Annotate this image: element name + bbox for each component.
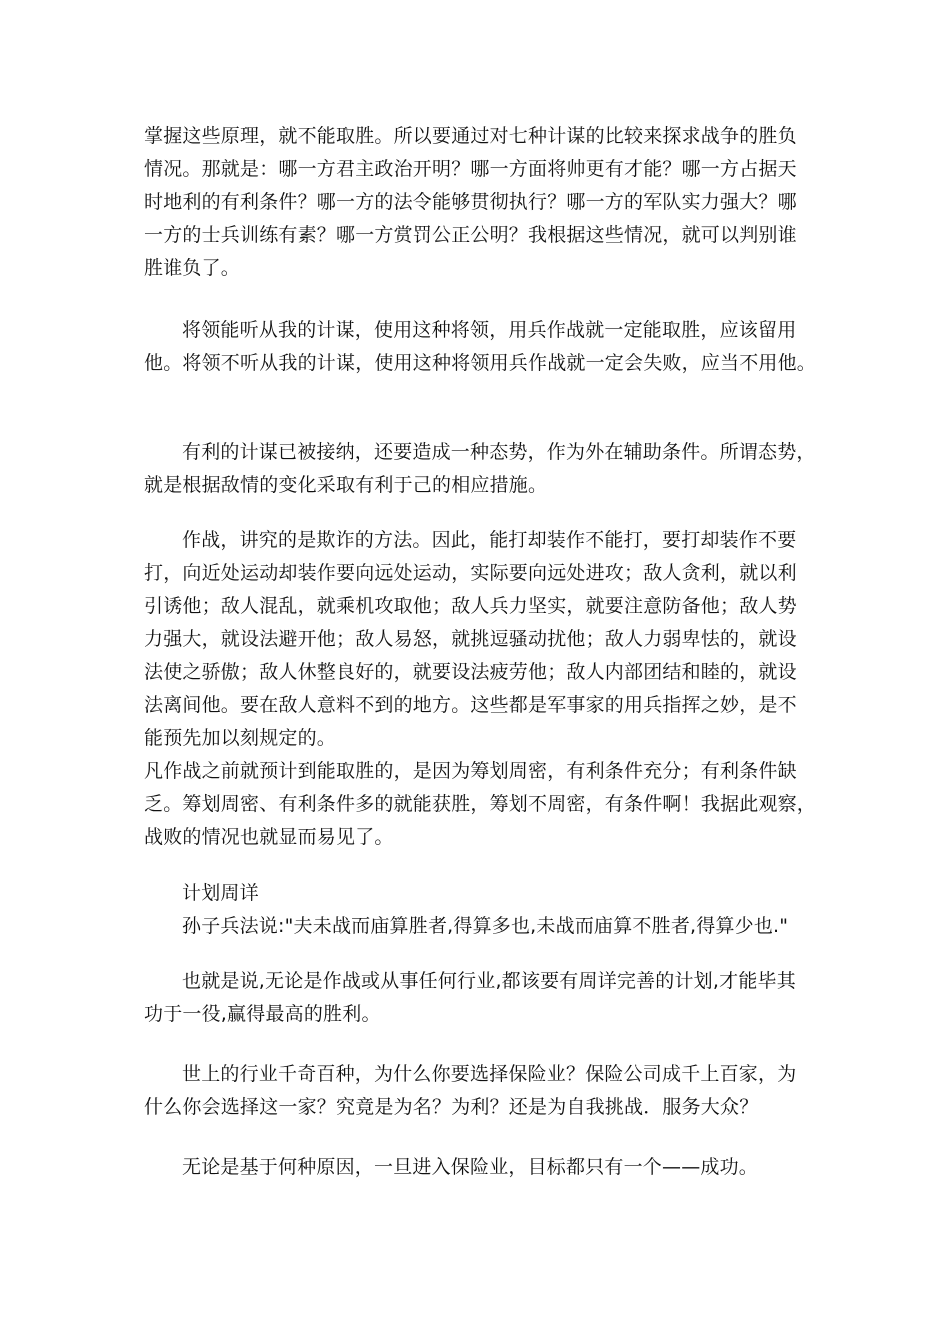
paragraph-6: [144, 877, 810, 943]
paragraph-4: [144, 524, 810, 755]
text-line: 引诱他；敌人混乱，就乘机攻取他；敌人兵力坚实，就要注意防备他；敌人势: [144, 595, 797, 617]
paragraph-2: [144, 314, 817, 380]
paragraph-3: [144, 436, 816, 502]
text-line: 也就是说,无论是作战或从事任何行业,都该要有周详完善的计划,才能毕其: [182, 970, 796, 992]
text-line: 世上的行业千奇百种，为什么你要选择保险业？保险公司成千上百家，为: [182, 1063, 797, 1085]
text-line: 无论是基于何种原因，一旦进入保险业，目标都只有一个——成功。: [182, 1156, 759, 1178]
text-line: 掌握这些原理，就不能取胜。所以要通过对七种计谋的比较来探求战争的胜负: [144, 125, 797, 147]
text-line: 有利的计谋已被接纳，还要造成一种态势，作为外在辅助条件。所谓态势，: [182, 441, 816, 463]
text-line: 情况。那就是：哪一方君主政治开明？哪一方面将帅更有才能？哪一方占据天: [144, 158, 797, 180]
text-line: 孙子兵法说:"夫未战而庙算胜者,得算多也,未战而庙算不胜者,得算少也.": [182, 915, 789, 937]
paragraph-5: [144, 755, 817, 854]
text-line: 一方的士兵训练有素？哪一方赏罚公正公明？我根据这些情况，就可以判别谁: [144, 224, 797, 246]
text-line: 什么你会选择这一家？究竟是为名？为利？还是为自我挑战．服务大众？: [144, 1096, 759, 1118]
text-line: 打，向近处运动却装作要向远处运动，实际要向远处进攻；敌人贪利，就以利: [144, 562, 797, 584]
text-line: 能预先加以刻规定的。: [144, 727, 337, 749]
paragraph-8: [144, 1058, 810, 1124]
text-line: 功于一役,赢得最高的胜利。: [144, 1003, 381, 1025]
text-line: 将领能听从我的计谋，使用这种将领，用兵作战就一定能取胜，应该留用: [182, 319, 797, 341]
paragraph-1: [144, 120, 810, 285]
text-line: 法离间他。要在敌人意料不到的地方。这些都是军事家的用兵指挥之妙，是不: [144, 694, 797, 716]
paragraph-9: [144, 1151, 810, 1184]
text-line: 他。将领不听从我的计谋，使用这种将领用兵作战就一定会失败，应当不用他。: [144, 352, 817, 374]
text-line: 凡作战之前就预计到能取胜的，是因为筹划周密，有利条件充分；有利条件缺: [144, 760, 797, 782]
text-line: 作战，讲究的是欺诈的方法。因此，能打却装作不能打，要打却装作不要: [182, 529, 797, 551]
text-line: 力强大，就设法避开他；敌人易怒，就挑逗骚动扰他；敌人力弱卑怯的，就设: [144, 628, 797, 650]
paragraph-7: [144, 965, 810, 1031]
text-line: 就是根据敌情的变化采取有利于己的相应措施。: [144, 474, 548, 496]
text-line: 胜谁负了。: [144, 257, 241, 279]
text-line: 法使之骄傲；敌人休整良好的，就要设法疲劳他；敌人内部团结和睦的，就设: [144, 661, 797, 683]
text-line: 乏。筹划周密、有利条件多的就能获胜，筹划不周密，有条件啊！我据此观察，: [144, 793, 817, 815]
text-line: 战败的情况也就显而易见了。: [144, 826, 394, 848]
text-line: 时地利的有利条件？哪一方的法令能够贯彻执行？哪一方的军队实力强大？哪: [144, 191, 797, 213]
section-heading: 计划周详: [182, 882, 259, 904]
